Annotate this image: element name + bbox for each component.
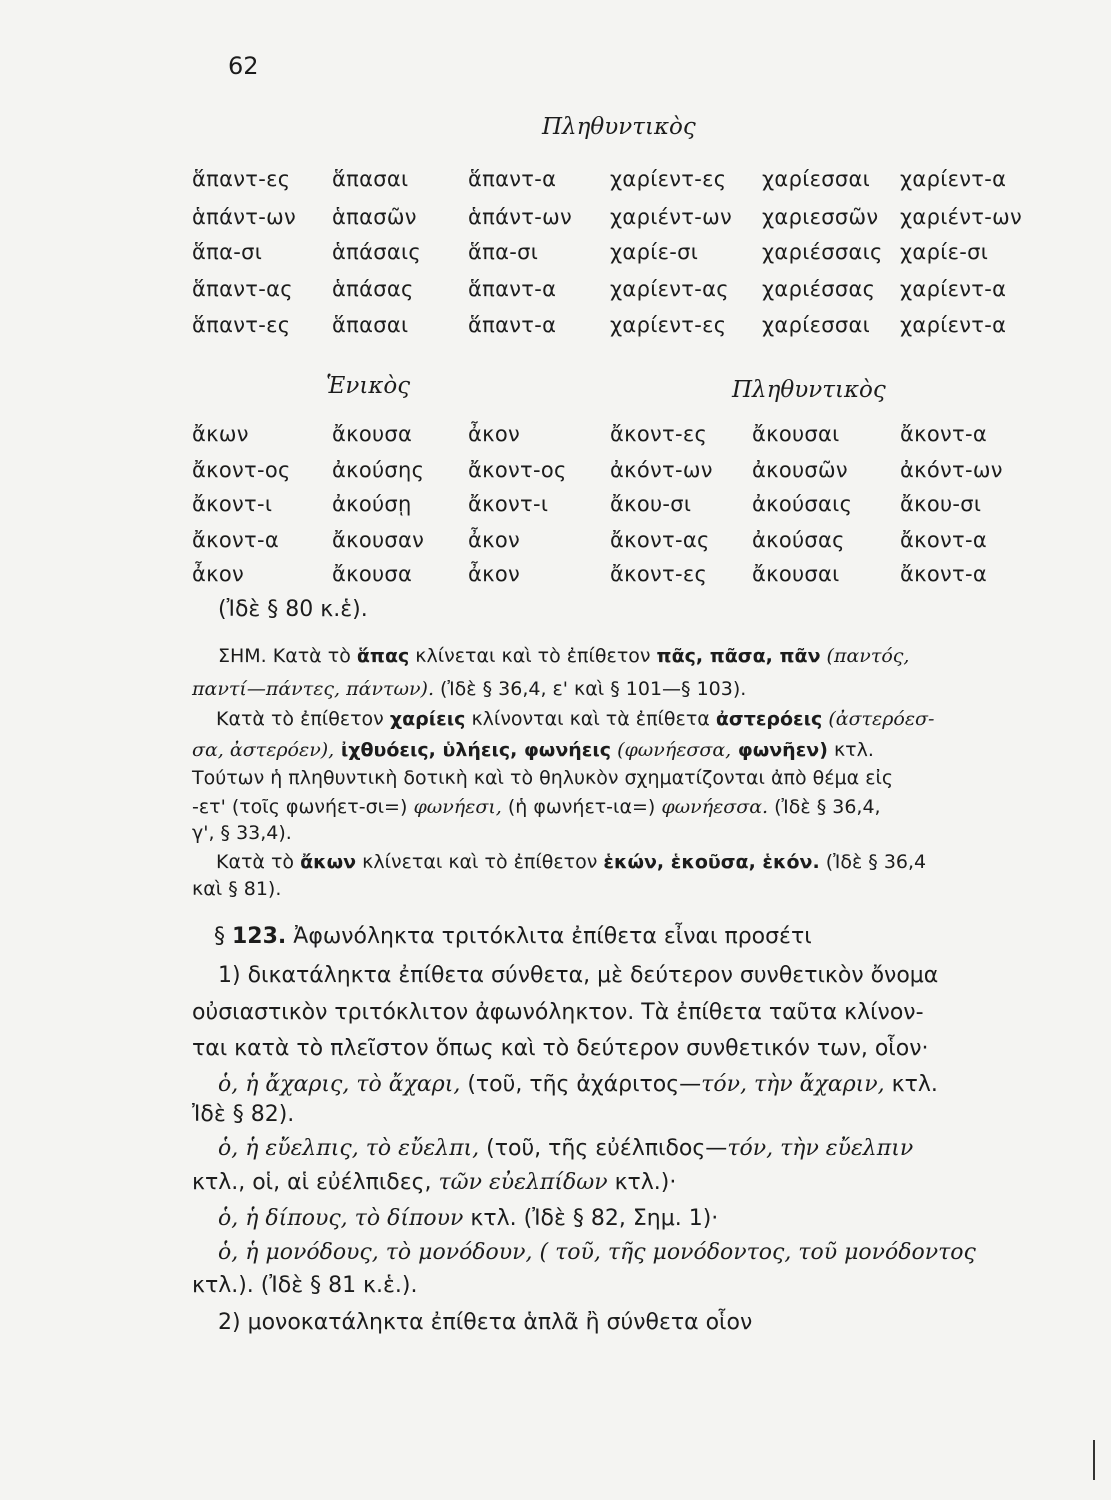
- note-line-3: Κατὰ τὸ ἐπίθετον χαρίεις κλίνονται καὶ τὰ ἐπίθετα ἀστερόεις (ἀστερόεσ-: [216, 708, 935, 730]
- table2-reference: (Ἰδὲ § 80 κ.ἑ).: [218, 597, 368, 622]
- note-line-7: γ', § 33,4).: [192, 822, 292, 844]
- table1-cell-r2-c6: χαριέντ-ων: [900, 205, 1023, 229]
- table2-cell-r4-c5: ἀκούσας: [752, 528, 845, 552]
- table1-cell-r5-c3: ἅπαντ-α: [468, 313, 557, 337]
- table1-cell-r4-c5: χαριέσσας: [762, 277, 876, 301]
- page-edge-mark: [1093, 1440, 1095, 1480]
- table2-heading-plural: Πληθυντικὸς: [732, 377, 886, 403]
- section-line-1: 1) δικατάληκτα ἐπίθετα σύνθετα, μὲ δεύτερον συνθετικὸν ὄνομα: [218, 963, 939, 988]
- section-heading: § 123. Ἀφωνόληκτα τριτόκλιτα ἐπίθετα εἶναι προσέτι: [214, 924, 812, 949]
- table1-cell-r3-c2: ἁπάσαις: [332, 240, 422, 264]
- section-last-line: 2) μονοκατάληκτα ἐπίθετα ἁπλᾶ ἢ σύνθετα οἷον: [218, 1310, 753, 1335]
- table2-heading-singular: Ἑνικὸς: [326, 373, 411, 399]
- table1-cell-r4-c4: χαρίεντ-ας: [610, 277, 729, 301]
- table1-cell-r3-c3: ἅπα-σι: [468, 240, 539, 264]
- table1-cell-r1-c1: ἅπαντ-ες: [192, 167, 291, 191]
- table1-cell-r3-c6: χαρίε-σι: [900, 240, 989, 264]
- example-1-line-1: ὁ, ἡ ἄχαρις, τὸ ἄχαρι, (τοῦ, τῆς ἀχάριτος—τόν, τὴν ἄχαριν, κτλ.: [218, 1072, 938, 1097]
- table2-cell-r2-c1: ἄκοντ-ος: [192, 458, 291, 482]
- table2-cell-r1-c3: ἆκον: [468, 422, 520, 446]
- table1-cell-r1-c4: χαρίεντ-ες: [610, 167, 727, 191]
- note-line-5: Τούτων ἡ πληθυντικὴ δοτικὴ καὶ τὸ θηλυκὸν σχηματίζονται ἀπὸ θέμα εἰς: [192, 767, 894, 789]
- note-line-9: καὶ § 81).: [192, 878, 282, 900]
- table2-cell-r4-c4: ἄκοντ-ας: [610, 528, 710, 552]
- table1-cell-r1-c2: ἅπασαι: [332, 167, 409, 191]
- example-3: ὁ, ἡ δίπους, τὸ δίπουν κτλ. (Ἰδὲ § 82, Σημ. 1)·: [218, 1206, 719, 1231]
- table1-cell-r3-c1: ἅπα-σι: [192, 240, 263, 264]
- table1-cell-r2-c5: χαριεσσῶν: [762, 205, 879, 229]
- table2-cell-r5-c4: ἄκοντ-ες: [610, 562, 708, 586]
- table2-cell-r3-c1: ἄκοντ-ι: [192, 492, 273, 516]
- table2-cell-r3-c3: ἄκοντ-ι: [468, 492, 549, 516]
- example-4-line-2: κτλ.). (Ἰδὲ § 81 κ.ἑ.).: [192, 1273, 418, 1298]
- table2-cell-r1-c2: ἄκουσα: [332, 422, 413, 446]
- table1-cell-r1-c3: ἅπαντ-α: [468, 167, 557, 191]
- example-2-line-2: κτλ., οἱ, αἱ εὐέλπιδες, τῶν εὐελπίδων κτλ.)·: [192, 1170, 677, 1195]
- table1-cell-r5-c5: χαρίεσσαι: [762, 313, 871, 337]
- table1-cell-r2-c2: ἁπασῶν: [332, 205, 417, 229]
- table2-cell-r2-c5: ἀκουσῶν: [752, 458, 848, 482]
- table2-cell-r4-c2: ἄκουσαν: [332, 528, 425, 552]
- table2-cell-r1-c6: ἄκοντ-α: [900, 422, 987, 446]
- table2-cell-r5-c6: ἄκοντ-α: [900, 562, 987, 586]
- table2-cell-r2-c2: ἀκούσης: [332, 458, 425, 482]
- note-line-8: Κατὰ τὸ ἄκων κλίνεται καὶ τὸ ἐπίθετον ἑκών, ἑκοῦσα, ἑκόν. (Ἰδὲ § 36,4: [216, 851, 927, 873]
- table1-cell-r4-c3: ἅπαντ-α: [468, 277, 557, 301]
- table2-cell-r3-c5: ἀκούσαις: [752, 492, 853, 516]
- table1-cell-r3-c5: χαριέσσαις: [762, 240, 883, 264]
- section-line-2: οὐσιαστικὸν τριτόκλιτον ἀφωνόληκτον. Τὰ ἐπίθετα ταῦτα κλίνον-: [192, 1000, 924, 1025]
- table1-cell-r4-c1: ἅπαντ-ας: [192, 277, 293, 301]
- table2-cell-r2-c3: ἄκοντ-ος: [468, 458, 567, 482]
- table1-cell-r2-c3: ἁπάντ-ων: [468, 205, 572, 229]
- table2-cell-r5-c1: ἆκον: [192, 562, 244, 586]
- table2-cell-r2-c6: ἀκόντ-ων: [900, 458, 1003, 482]
- table2-cell-r1-c4: ἄκοντ-ες: [610, 422, 708, 446]
- table2-cell-r3-c2: ἀκούσῃ: [332, 492, 412, 516]
- table1-cell-r4-c2: ἁπάσας: [332, 277, 414, 301]
- table2-cell-r1-c5: ἄκουσαι: [752, 422, 840, 446]
- table2-cell-r4-c1: ἄκοντ-α: [192, 528, 279, 552]
- table2-cell-r1-c1: ἄκων: [192, 422, 249, 446]
- page-number: 62: [228, 52, 259, 80]
- note-line-1: ΣΗΜ. Κατὰ τὸ ἅπας κλίνεται καὶ τὸ ἐπίθετον πᾶς, πᾶσα, πᾶν (παντός,: [218, 645, 910, 667]
- table1-cell-r4-c6: χαρίεντ-α: [900, 277, 1007, 301]
- table2-cell-r3-c4: ἄκου-σι: [610, 492, 692, 516]
- table1-cell-r5-c1: ἅπαντ-ες: [192, 313, 291, 337]
- table2-cell-r2-c4: ἀκόντ-ων: [610, 458, 713, 482]
- table2-cell-r3-c6: ἄκου-σι: [900, 492, 982, 516]
- note-line-4: σα, ἀστερόεν), ἰχθυόεις, ὑλήεις, φωνήεις (φωνήεσσα, φωνῆεν) κτλ.: [192, 739, 874, 761]
- table1-cell-r5-c6: χαρίεντ-α: [900, 313, 1007, 337]
- table1-cell-r3-c4: χαρίε-σι: [610, 240, 699, 264]
- table1-cell-r1-c5: χαρίεσσαι: [762, 167, 871, 191]
- note-line-2: παντί—πάντες, πάντων). (Ἰδὲ § 36,4, ε' καὶ § 101—§ 103).: [192, 678, 747, 700]
- table2-cell-r5-c5: ἄκουσαι: [752, 562, 840, 586]
- table2-cell-r4-c3: ἆκον: [468, 528, 520, 552]
- table1-cell-r5-c2: ἅπασαι: [332, 313, 409, 337]
- table2-cell-r5-c3: ἆκον: [468, 562, 520, 586]
- section-line-3: ται κατὰ τὸ πλεῖστον ὅπως καὶ τὸ δεύτερον συνθετικόν των, οἷον·: [192, 1036, 929, 1061]
- table1-heading: Πληθυντικὸς: [542, 114, 696, 140]
- table2-cell-r5-c2: ἄκουσα: [332, 562, 413, 586]
- table1-cell-r5-c4: χαρίεντ-ες: [610, 313, 727, 337]
- table1-cell-r1-c6: χαρίεντ-α: [900, 167, 1007, 191]
- example-1-line-2: Ἰδὲ § 82).: [192, 1102, 295, 1127]
- example-4-line-1: ὁ, ἡ μονόδους, τὸ μονόδουν, ( τοῦ, τῆς μονόδοντος, τοῦ μονόδοντος: [218, 1240, 976, 1265]
- table1-cell-r2-c4: χαριέντ-ων: [610, 205, 733, 229]
- example-2-line-1: ὁ, ἡ εὔελπις, τὸ εὔελπι, (τοῦ, τῆς εὐέλπιδος—τόν, τὴν εὔελπιν: [218, 1136, 914, 1161]
- note-line-6: -ετ' (τοῖς φωνήετ-σι=) φωνήεσι, (ἡ φωνήετ-ια=) φωνήεσσα. (Ἰδὲ § 36,4,: [192, 796, 881, 818]
- table1-cell-r2-c1: ἁπάντ-ων: [192, 205, 296, 229]
- table2-cell-r4-c6: ἄκοντ-α: [900, 528, 987, 552]
